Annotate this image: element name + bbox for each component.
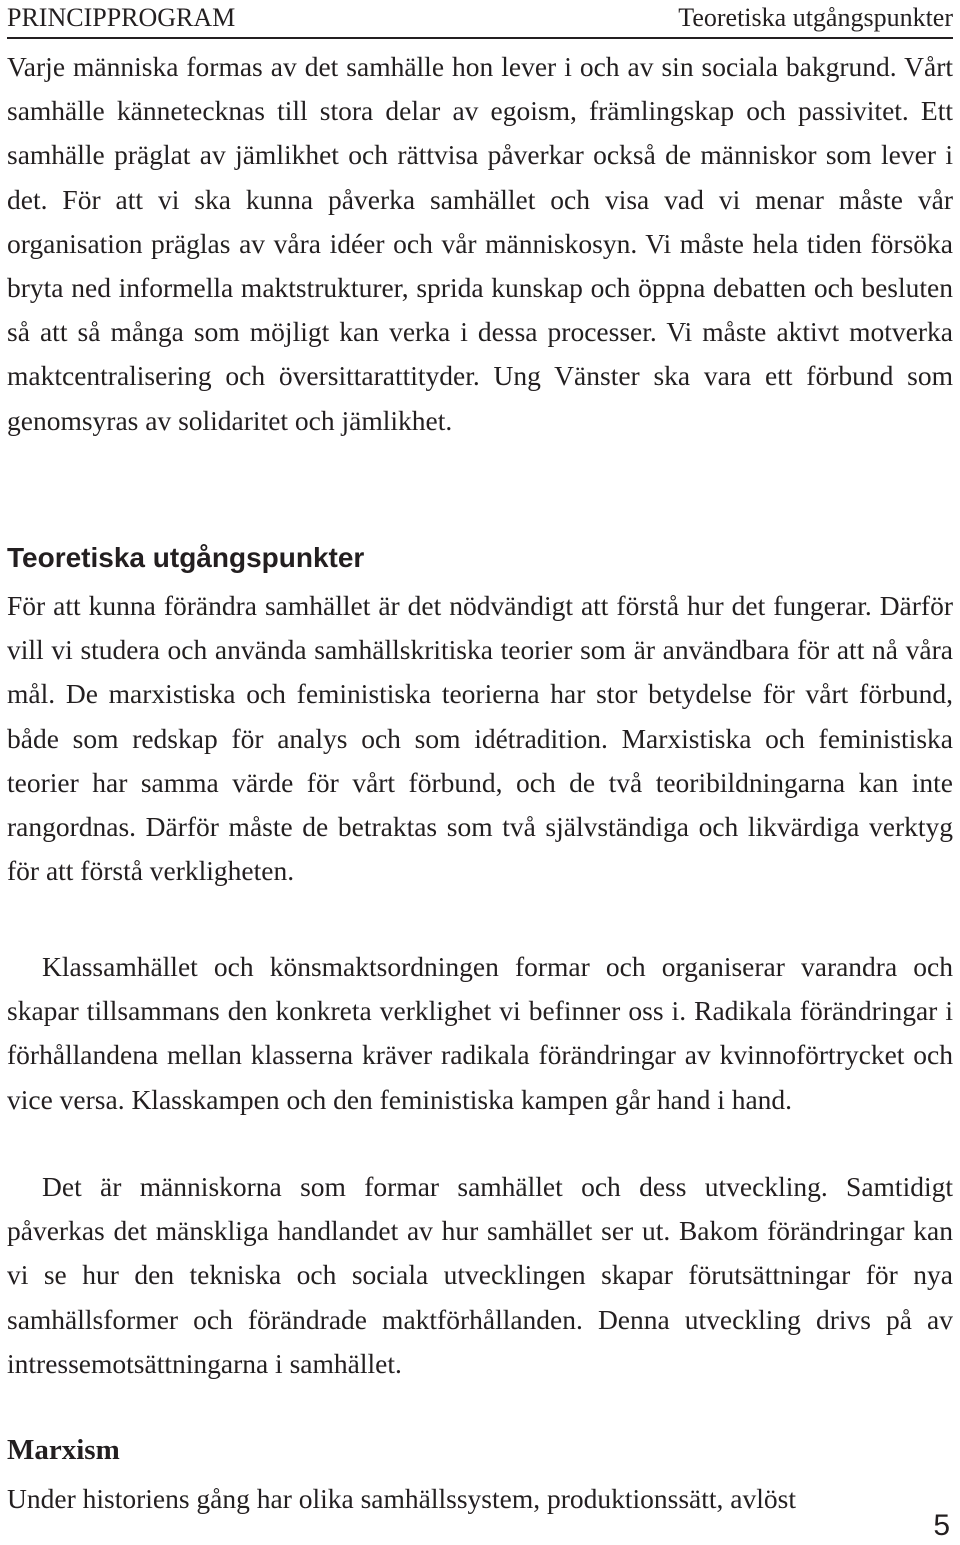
intro-paragraph: Varje människa formas av det samhälle hon lever i och av sin sociala bakgrund. Vårt samhälle kännetecknas till stora delar av egoism, främlingskap och passivitet. Ett samhälle präglat av jämlikhet och rättvisa påverkar också de människor som lever i det. För att vi ska kunna påverka samhället och visa vad vi menar måste vår organisation präglas av våra idéer och vår människosyn. Vi måste hela tiden försöka bryta ned informella maktstrukturer, sprida kunskap och öppna debatten och besluten så att så många som möjligt kan verka i dessa processer. Vi måste aktivt motverka maktcentralisering och översittarattityder. Ung Vänster ska vara ett förbund som genomsyras av solidaritet och jämlikhet.: [7, 51, 953, 436]
header-section-title: PRINCIPPROGRAM: [7, 3, 236, 32]
running-header: [7, 0, 953, 39]
theory-paragraph-2: Klassamhället och könsmaktsordningen formar och organiserar varandra och skapar tillsammans den konkreta verklighet vi befinner oss i. Radikala förändringar i förhållandena mellan klasserna kräver radikala förändringar av kvinnoförtrycket och vice versa. Klasskampen och den feministiska kampen går hand i hand.: [7, 951, 953, 1115]
theory-paragraph-1: För att kunna förändra samhället är det nödvändigt att förstå hur det fungerar. Därför vill vi studera och använda samhällskritiska teorier som är användbara för att nå våra mål. De marxistiska och feministiska teorierna har stor betydelse för vårt förbund, både som redskap för analys och som idétradition. Marxistiska och feministiska teorier har samma värde för vårt förbund, och de två teoribildningarna kan inte rangordnas. Därför måste de betraktas som två självständiga och likvärdiga verktyg för att förstå verkligheten.: [7, 590, 953, 887]
section-heading-marxism: Marxism: [7, 1434, 120, 1466]
theory-paragraph-3: Det är människorna som formar samhället och dess utveckling. Samtidigt påverkas det mänskliga handlandet av hur samhället ser ut. Bakom förändringar kan vi se hur den tekniska och sociala utvecklingen skapar förutsättningar för nya samhällsformer och förändrade maktförhållanden. Denna utveckling drivs på av intressemotsättningarna i samhället.: [7, 1171, 953, 1379]
marxism-paragraph: Under historiens gång har olika samhällssystem, produktionssätt, avlöst: [7, 1483, 796, 1514]
section-heading-theory: Teoretiska utgångspunkter: [7, 542, 365, 573]
header-chapter-title: Teoretiska utgångspunkter: [678, 3, 953, 32]
document-page: [7, 0, 953, 1545]
page-number: 5: [933, 1509, 950, 1542]
